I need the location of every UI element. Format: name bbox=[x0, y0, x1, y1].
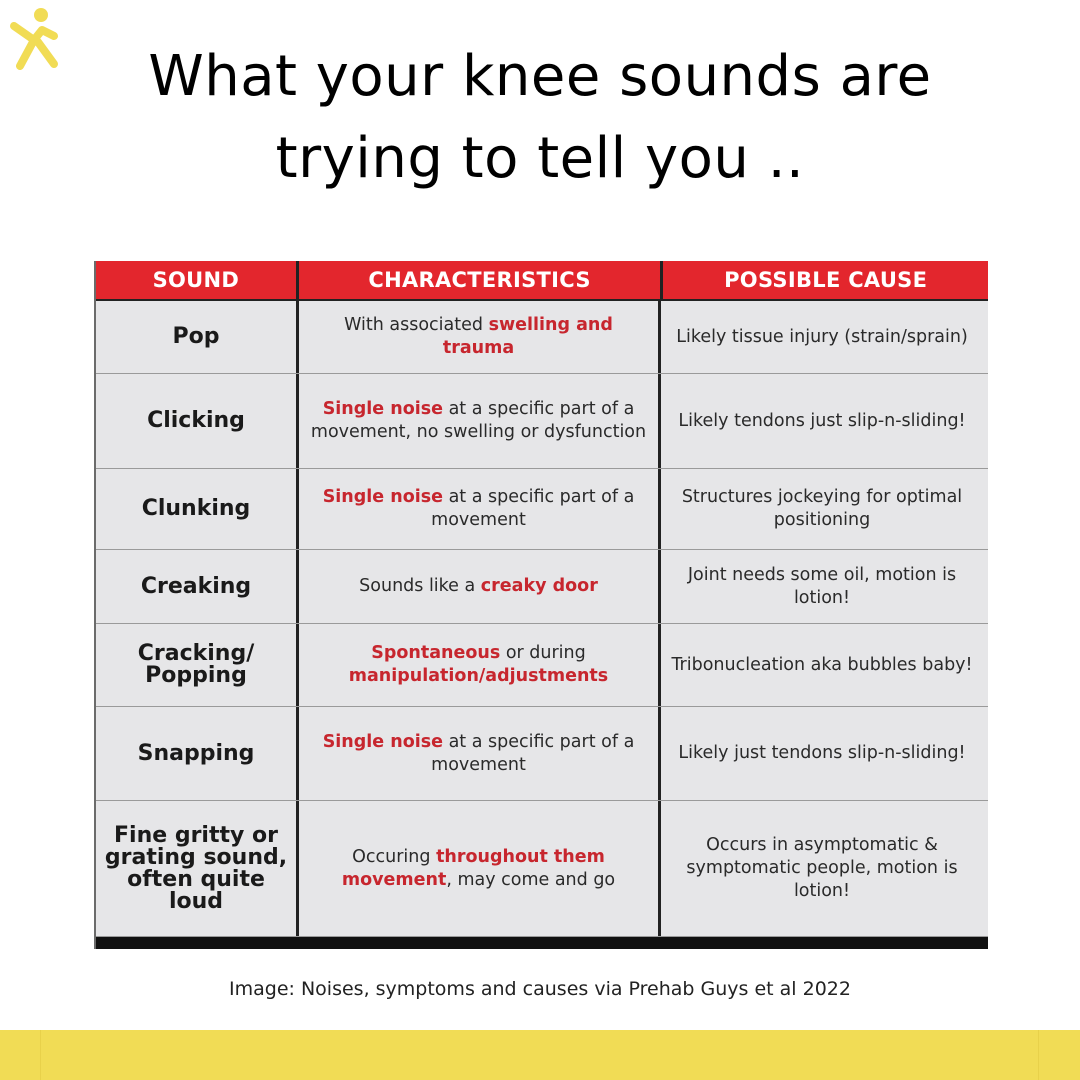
characteristics-cell bbox=[296, 801, 658, 936]
characteristics-cell bbox=[296, 301, 658, 373]
footer-divider bbox=[1038, 1030, 1039, 1080]
image-caption: Image: Noises, symptoms and causes via Prehab Guys et al 2022 bbox=[229, 978, 851, 1000]
highlight-text: swelling and trauma bbox=[442, 315, 613, 358]
table-row bbox=[96, 301, 988, 374]
sound-cell: Cracking/ Popping bbox=[137, 641, 255, 688]
page-title bbox=[0, 36, 1080, 200]
table-row bbox=[96, 624, 988, 707]
header-characteristics: CHARACTERISTICS bbox=[296, 261, 661, 299]
highlight-text: Single noise bbox=[322, 487, 443, 507]
table-header bbox=[96, 261, 988, 301]
characteristic-text: at a specific part of a movement, no swelling or dysfunction bbox=[310, 399, 647, 442]
possible-cause-cell: Likely just tendons slip-n-sliding! bbox=[658, 707, 983, 800]
characteristic-text: at a specific part of a movement bbox=[431, 731, 635, 775]
knee-sounds-table bbox=[94, 261, 988, 949]
characteristics-cell bbox=[296, 374, 658, 468]
footer-bar bbox=[0, 1030, 1080, 1080]
table-row bbox=[96, 707, 988, 801]
possible-cause-cell: Likely tissue injury (strain/sprain) bbox=[658, 301, 983, 373]
title-line-1: What your knee sounds are bbox=[148, 44, 932, 109]
characteristic-text: at a specific part of a movement bbox=[431, 487, 635, 530]
possible-cause-cell: Tribonucleation aka bubbles baby! bbox=[658, 624, 983, 706]
characteristic-text: , may come and go bbox=[446, 869, 616, 890]
highlight-text: throughout them movement bbox=[341, 846, 605, 890]
table-row bbox=[96, 801, 988, 937]
table-row bbox=[96, 469, 988, 550]
sound-cell: Clicking bbox=[147, 408, 245, 433]
highlight-text: Spontaneous bbox=[371, 643, 501, 663]
footer-divider bbox=[40, 1030, 41, 1080]
possible-cause-cell: Occurs in asymptomatic & symptomatic people, motion is lotion! bbox=[658, 801, 983, 936]
characteristic-text: Occuring bbox=[352, 846, 437, 867]
title-line-2: trying to tell you .. bbox=[275, 126, 805, 191]
table-body bbox=[96, 301, 988, 937]
table-row bbox=[96, 374, 988, 469]
sound-cell: Creaking bbox=[140, 573, 252, 599]
characteristic-text: or during bbox=[500, 643, 586, 663]
characteristics-cell bbox=[296, 550, 658, 623]
characteristic-text: With associated bbox=[344, 315, 489, 335]
sound-cell: Fine gritty or grating sound, often quite loud bbox=[104, 822, 288, 914]
possible-cause-cell: Likely tendons just slip-n-sliding! bbox=[658, 374, 983, 468]
characteristics-cell bbox=[296, 707, 658, 800]
header-sound: SOUND bbox=[152, 268, 240, 292]
characteristic-text: Sounds like a bbox=[359, 576, 481, 596]
sound-cell: Clunking bbox=[141, 496, 251, 521]
possible-cause-cell: Structures jockeying for optimal positioning bbox=[658, 469, 983, 549]
table-row bbox=[96, 550, 988, 624]
highlight-text: manipulation/adjustments bbox=[348, 666, 609, 686]
sound-cell: Pop bbox=[172, 324, 220, 349]
sound-cell: Snapping bbox=[137, 740, 255, 766]
possible-cause-cell: Joint needs some oil, motion is lotion! bbox=[658, 550, 983, 623]
table-bottom-bar bbox=[96, 937, 988, 949]
header-possible-cause: POSSIBLE CAUSE bbox=[660, 261, 988, 299]
highlight-text: Single noise bbox=[322, 399, 443, 419]
highlight-text: Single noise bbox=[322, 731, 443, 752]
characteristics-cell bbox=[296, 624, 658, 706]
characteristics-cell bbox=[296, 469, 658, 549]
highlight-text: creaky door bbox=[480, 576, 598, 596]
